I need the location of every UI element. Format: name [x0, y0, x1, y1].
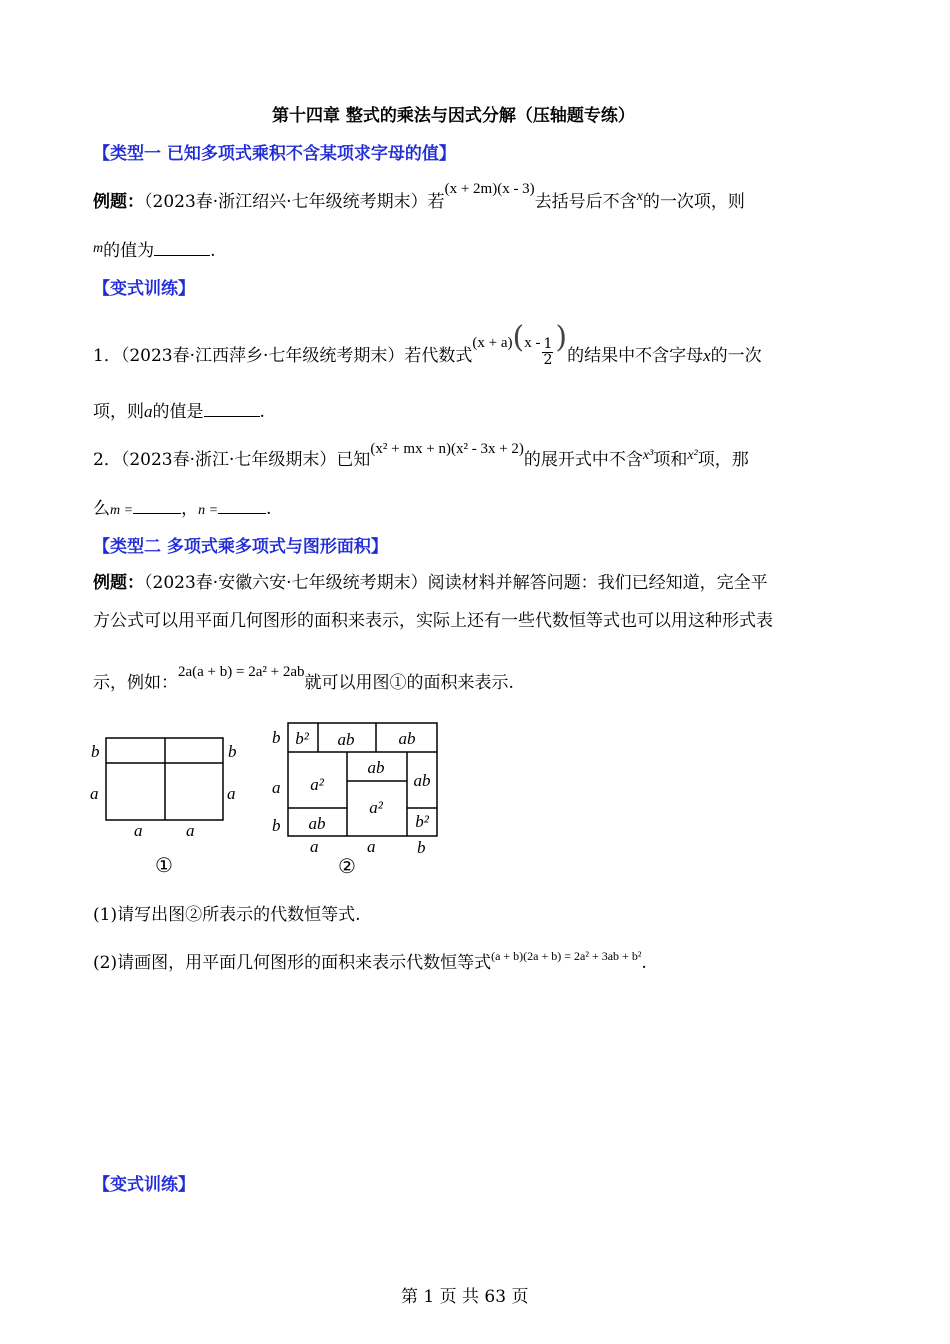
example2-line2: 方公式可以用平面几何图形的面积来表示，实际上还有一些代数恒等式也可以用这种形式表	[93, 611, 773, 631]
q1-line2b: 的值是	[152, 402, 204, 422]
fig2-cell: ab	[413, 771, 431, 790]
fig2-cell: ab	[367, 758, 385, 777]
m-equals: m =	[110, 503, 134, 518]
q2-text-end: 项，那	[697, 450, 749, 470]
answer-blank[interactable]	[154, 239, 210, 256]
q2-line2a: 么	[93, 499, 110, 519]
example-line2-text: 的值为	[103, 241, 155, 261]
frac-num: 1	[543, 336, 553, 352]
fraction-half	[542, 337, 553, 368]
fig2-left-label: a	[272, 778, 281, 797]
variant-heading: 【变式训练】	[93, 279, 195, 299]
figure-1	[85, 720, 255, 880]
var-x: x	[636, 189, 643, 204]
fig2-bottom-label: a	[310, 837, 319, 856]
paren-open: (	[512, 320, 525, 355]
question-number: 1．	[93, 346, 121, 366]
x-squared: x²	[687, 448, 698, 463]
figure-2	[265, 715, 450, 885]
fig1-bottom-label: a	[186, 821, 195, 840]
subquestion-1: (1)请写出图②所表示的代数恒等式.	[93, 905, 361, 925]
fig2-bottom-label: b	[417, 838, 426, 857]
period: .	[259, 402, 265, 422]
frac-den: 2	[543, 352, 553, 368]
section-heading-type2: 【类型二 多项式乘多项式与图形面积】	[93, 537, 388, 557]
fig2-cell: b²	[295, 729, 309, 748]
example2-text1: （2023春·安徽六安·七年级统考期末）阅读材料并解答问题：我们已经知道，完全平	[144, 573, 768, 593]
q1-line2a: 项，则	[93, 402, 144, 422]
example2-text3a: 示，例如：	[93, 673, 178, 693]
subquestion-2	[93, 948, 647, 973]
example2-formula: 2a(a + b) = 2a² + 2ab	[178, 664, 305, 680]
example-text-end: 的一次项，则	[642, 192, 745, 212]
example-source: （2023春·浙江绍兴·七年级统考期末）若	[144, 192, 445, 212]
answer-blank[interactable]	[204, 400, 260, 417]
example-label: 例题：	[93, 192, 144, 212]
subquestion-2-formula: (a + b)(2a + b) = 2a² + 3ab + b²	[491, 949, 642, 963]
section-heading-type1: 【类型一 已知多项式乘积不含某项求字母的值】	[93, 144, 456, 164]
fig1-left-label: b	[91, 742, 100, 761]
question1-line2	[93, 397, 265, 422]
example2-text3b: 就可以用图①的面积来表示.	[304, 673, 514, 693]
fig2-left-label: b	[272, 728, 281, 747]
q2-text-mid: 的展开式中不含	[523, 450, 643, 470]
q2-expression: (x² + mx + n)(x² - 3x + 2)	[370, 441, 524, 457]
fig1-right-label: a	[227, 784, 236, 803]
fig1-caption: ①	[155, 855, 173, 877]
fig1-bottom-label: a	[134, 821, 143, 840]
var-m: m	[93, 241, 104, 256]
fig1-left-label: a	[90, 784, 99, 803]
example1-line2	[93, 236, 216, 261]
n-equals: n =	[198, 503, 219, 518]
x-cubed: x³	[642, 448, 654, 463]
fig2-cell: a²	[369, 798, 383, 817]
q1-expr-x: x -	[524, 335, 541, 351]
var-a: a	[144, 402, 153, 421]
question-source: （2023春·江西萍乡·七年级统考期末）若代数式	[120, 346, 473, 366]
answer-blank-n[interactable]	[218, 497, 266, 514]
page-footer: 第 1 页 共 63 页	[401, 1287, 529, 1307]
question2-line2	[93, 494, 271, 519]
question1-line1	[93, 320, 762, 372]
example1-line1	[93, 181, 745, 212]
fig2-cell: ab	[308, 814, 326, 833]
var-x: x	[703, 346, 711, 365]
q1-text-end: 的结果中不含字母	[567, 346, 704, 366]
q1-expr-left: (x + a)	[472, 335, 513, 351]
answer-blank-m[interactable]	[133, 497, 181, 514]
example-expression: (x + 2m)(x - 3)	[444, 181, 535, 197]
example2-line3	[93, 664, 514, 693]
fig2-left-label: b	[272, 816, 281, 835]
period: .	[266, 499, 272, 519]
variant-heading-2: 【变式训练】	[93, 1175, 195, 1195]
question-source: （2023春·浙江·七年级期末）已知	[120, 450, 371, 470]
page-title: 第十四章 整式的乘法与因式分解（压轴题专练）	[272, 106, 635, 126]
question2-line1	[93, 441, 749, 470]
fig1-right-label: b	[228, 742, 237, 761]
fig2-bottom-label: a	[367, 837, 376, 856]
example-label: 例题：	[93, 573, 144, 593]
fig2-cell: a²	[310, 775, 324, 794]
period: .	[641, 953, 647, 973]
q2-text-mid2: 项和	[653, 450, 688, 470]
subquestion-2-text: (2)请画图，用平面几何图形的面积来表示代数恒等式	[93, 953, 492, 973]
period: .	[210, 241, 216, 261]
comma: ，	[181, 499, 199, 519]
fig2-caption: ②	[338, 856, 356, 878]
fig2-cell: ab	[398, 729, 416, 748]
fig2-cell: ab	[337, 730, 355, 749]
example2-line1	[93, 568, 768, 593]
question-number: 2．	[93, 450, 121, 470]
fig2-cell: b²	[415, 812, 429, 831]
q1-text-end2: 的一次	[710, 346, 762, 366]
paren-close: )	[555, 320, 568, 355]
example-text-mid: 去括号后不含	[534, 192, 637, 212]
